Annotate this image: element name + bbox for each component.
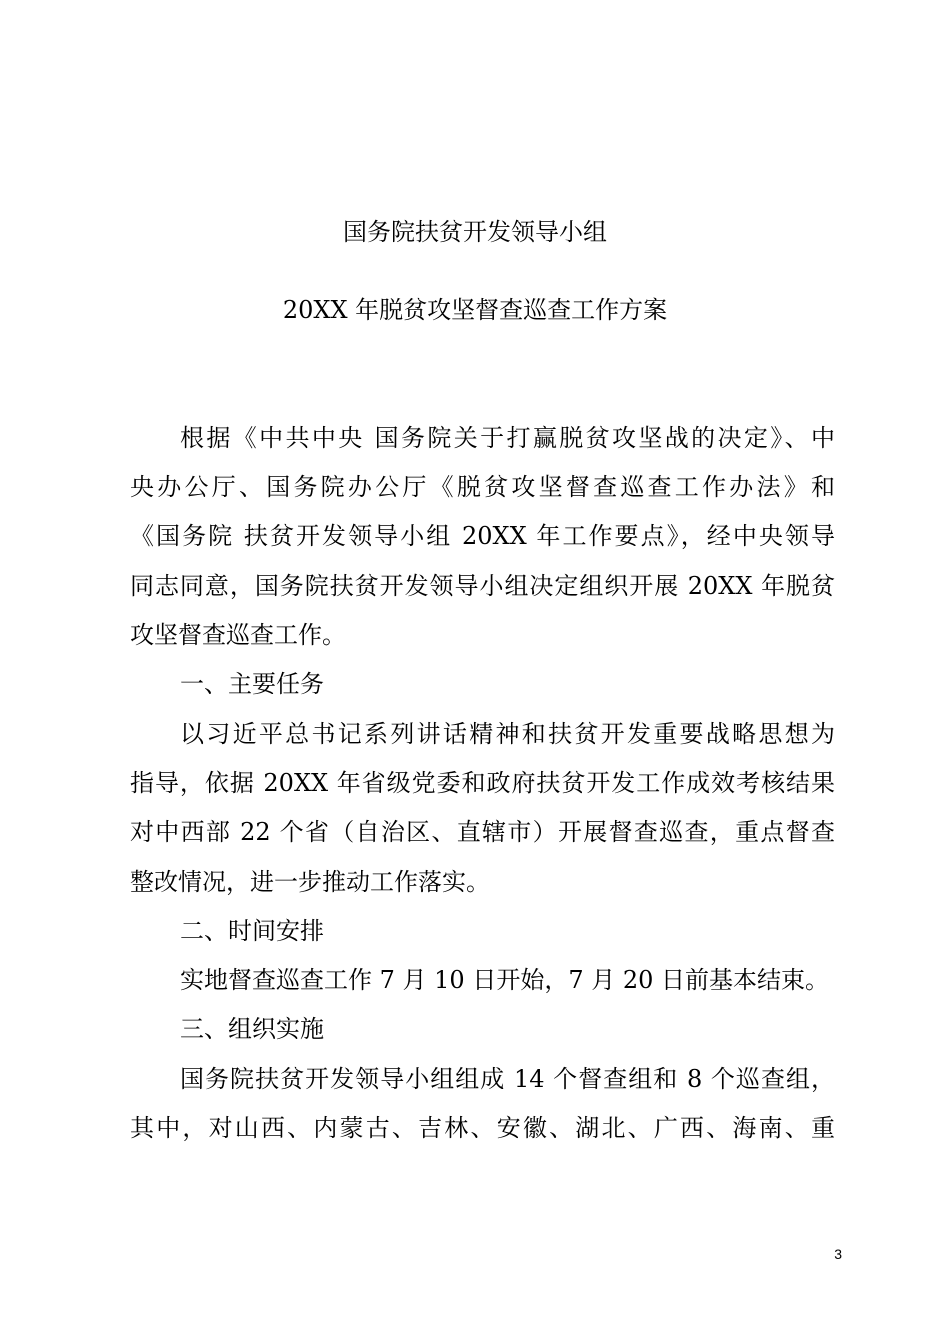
body-line: 《国务院 扶贫开发领导小组 20XX 年工作要点》，经中央领导	[130, 522, 835, 550]
body-line: 攻坚督查巡查工作。	[130, 621, 346, 649]
body-line: 对中西部 22 个省（自治区、直辖市）开展督查巡查，重点督查	[130, 818, 835, 846]
section-heading: 二、时间安排	[180, 917, 324, 945]
body-line: 国务院扶贫开发领导小组组成 14 个督查组和 8 个巡查组，	[180, 1065, 835, 1093]
body-line: 指导，依据 20XX 年省级党委和政府扶贫开发工作成效考核结果	[130, 769, 835, 797]
section-heading: 一、主要任务	[180, 670, 324, 698]
body-line: 实地督查巡查工作 7 月 10 日开始，7 月 20 日前基本结束。	[180, 966, 830, 994]
body-line: 同志同意，国务院扶贫开发领导小组决定组织开展 20XX 年脱贫	[130, 572, 835, 600]
body-line: 其中，对山西、内蒙古、吉林、安徽、湖北、广西、海南、重	[130, 1114, 835, 1142]
document-title-line-2: 20XX 年脱贫攻坚督查巡查工作方案	[282, 296, 668, 324]
section-heading: 三、组织实施	[180, 1015, 324, 1043]
document-title-line-1: 国务院扶贫开发领导小组	[343, 218, 607, 246]
body-line: 央办公厅、国务院办公厅《脱贫攻坚督查巡查工作办法》和	[130, 473, 835, 501]
body-line: 根据《中共中央 国务院关于打赢脱贫攻坚战的决定》、中	[180, 424, 835, 452]
body-line: 以习近平总书记系列讲话精神和扶贫开发重要战略思想为	[180, 720, 835, 748]
page-number: 3	[834, 1246, 842, 1262]
body-line: 整改情况，进一步推动工作落实。	[130, 868, 490, 896]
